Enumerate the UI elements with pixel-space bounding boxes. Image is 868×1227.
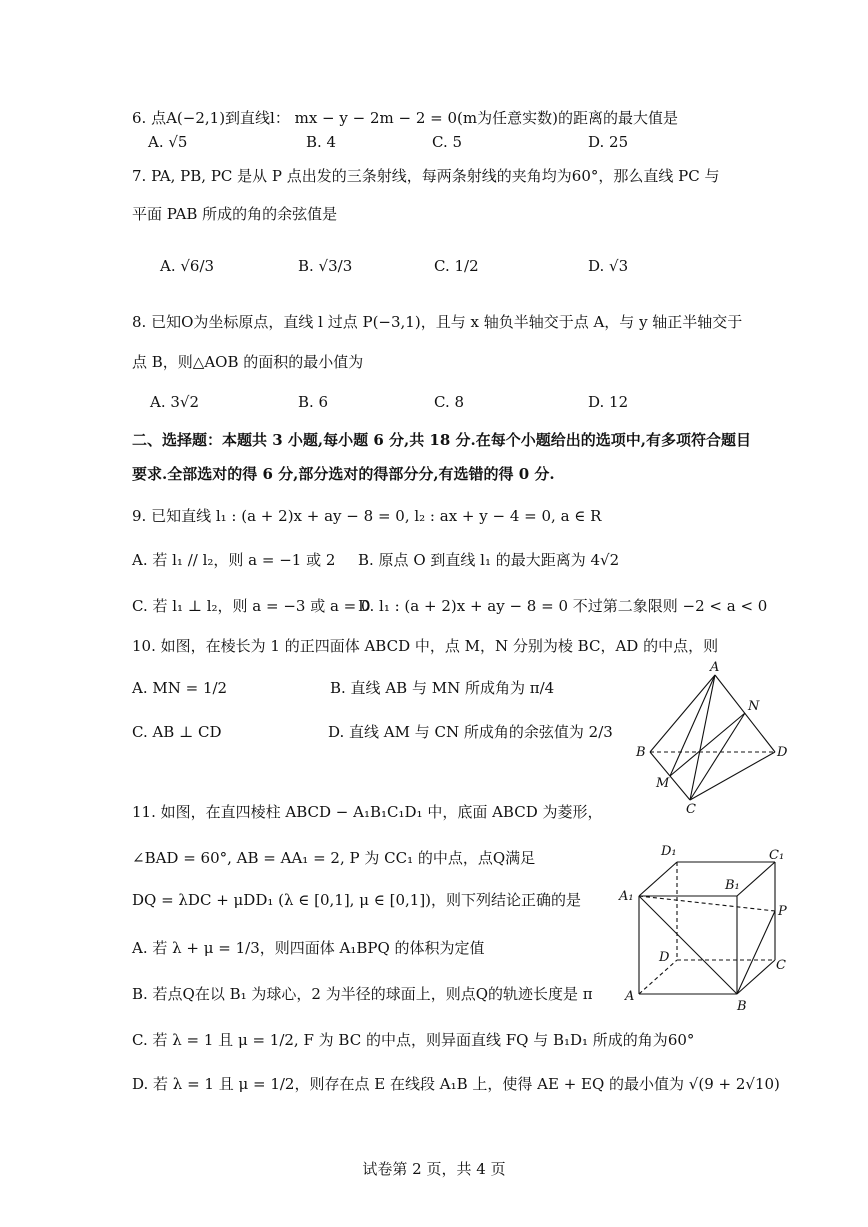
q6-option-d: D. 25 [588,133,629,151]
q9-option-a: A. 若 l₁ // l₂，则 a = −1 或 2 [132,551,336,569]
q9-option-d: D. l₁ : (a + 2)x + ay − 8 = 0 不过第二象限则 −2 < a < 0 [358,597,768,615]
q6-option-c: C. 5 [432,133,463,151]
prism-label-d1: D₁ [661,844,677,859]
q9-stem: 9. 已知直线 l₁ : (a + 2)x + ay − 8 = 0, l₂ : ax + y − 4 = 0, a ∈ R [132,507,602,525]
q8-option-b: B. 6 [298,393,329,411]
q10-option-b: B. 直线 AB 与 MN 所成角为 π/4 [330,679,555,697]
q8-stem-line1: 8. 已知O为坐标原点，直线 l 过点 P(−3,1)，且与 x 轴负半轴交于点 A，与 y 轴正半轴交于 [132,313,743,331]
prism-label-c1: C₁ [769,848,785,863]
prism-figure [615,840,805,1015]
tetra-label-m: M [656,776,670,791]
tetra-label-n: N [748,699,760,714]
q11-option-d: D. 若 λ = 1 且 μ = 1/2，则存在点 E 在线段 A₁B 上，使得 AE + EQ 的最小值为 √(9 + 2√10) [132,1075,780,1093]
prism-label-a1: A₁ [619,889,634,904]
tetra-label-c: C [686,802,696,815]
page-footer: 试卷第 2 页，共 4 页 [362,1160,506,1178]
q11-option-c: C. 若 λ = 1 且 μ = 1/2, F 为 BC 的中点，则异面直线 FQ 与 B₁D₁ 所成的角为60° [132,1031,695,1049]
q10-option-a: A. MN = 1/2 [132,679,228,697]
q10-option-d: D. 直线 AM 与 CN 所成角的余弦值为 2/3 [328,723,613,741]
q7-option-d: D. √3 [588,257,629,275]
q11-option-b: B. 若点Q在以 B₁ 为球心，2 为半径的球面上，则点Q的轨迹长度是 π [132,985,593,1003]
q7-stem-line1: 7. PA, PB, PC 是从 P 点出发的三条射线，每两条射线的夹角均为60°，那么直线 PC 与 [132,167,720,185]
prism-label-c: C [776,958,786,973]
q11-option-a: A. 若 λ + μ = 1/3，则四面体 A₁BPQ 的体积为定值 [132,939,485,957]
tetra-label-d: D [777,745,788,760]
tetrahedron-figure [620,655,800,815]
section2-heading-line1: 二、选择题：本题共 3 小题,每小题 6 分,共 18 分.在每个小题给出的选项中,有多项符合题目 [132,431,751,449]
section2-heading-line2: 要求.全部选对的得 6 分,部分选对的得部分分,有选错的得 0 分. [132,465,555,483]
q10-option-c: C. AB ⊥ CD [132,723,222,741]
q7-option-a: A. √6/3 [160,257,215,275]
q9-option-b: B. 原点 O 到直线 l₁ 的最大距离为 4√2 [358,551,620,569]
q11-stem-line2: ∠BAD = 60°, AB = AA₁ = 2, P 为 CC₁ 的中点，点Q满足 [132,849,536,867]
tetra-label-a: A [710,660,720,675]
q11-stem-line3: DQ = λDC + μDD₁ (λ ∈ [0,1], μ ∈ [0,1])，则下列结论正确的是 [132,891,582,909]
q8-option-a: A. 3√2 [150,393,200,411]
q11-stem-line1: 11. 如图，在直四棱柱 ABCD − A₁B₁C₁D₁ 中，底面 ABCD 为菱形， [132,803,603,821]
prism-label-d: D [659,950,670,965]
q9-option-c: C. 若 l₁ ⊥ l₂，则 a = −3 或 a = 0 [132,597,371,615]
q10-stem: 10. 如图，在棱长为 1 的正四面体 ABCD 中，点 M，N 分别为棱 BC，AD 的中点，则 [132,637,719,655]
q7-option-c: C. 1/2 [434,257,479,275]
prism-label-a: A [625,989,635,1004]
q8-option-d: D. 12 [588,393,629,411]
q6-stem: 6. 点A(−2,1)到直线l： mx − y − 2m − 2 = 0(m为任意实数)的距离的最大值是 [132,109,678,127]
prism-label-b: B [737,999,747,1014]
q6-option-a: A. √5 [148,133,188,151]
tetra-label-b: B [636,745,646,760]
q6-option-b: B. 4 [306,133,337,151]
q7-option-b: B. √3/3 [298,257,353,275]
q8-option-c: C. 8 [434,393,465,411]
q8-stem-line2: 点 B，则△AOB 的面积的最小值为 [132,353,364,371]
q7-stem-line2: 平面 PAB 所成的角的余弦值是 [132,205,338,223]
prism-label-p: P [778,904,787,919]
prism-label-b1: B₁ [725,878,740,893]
